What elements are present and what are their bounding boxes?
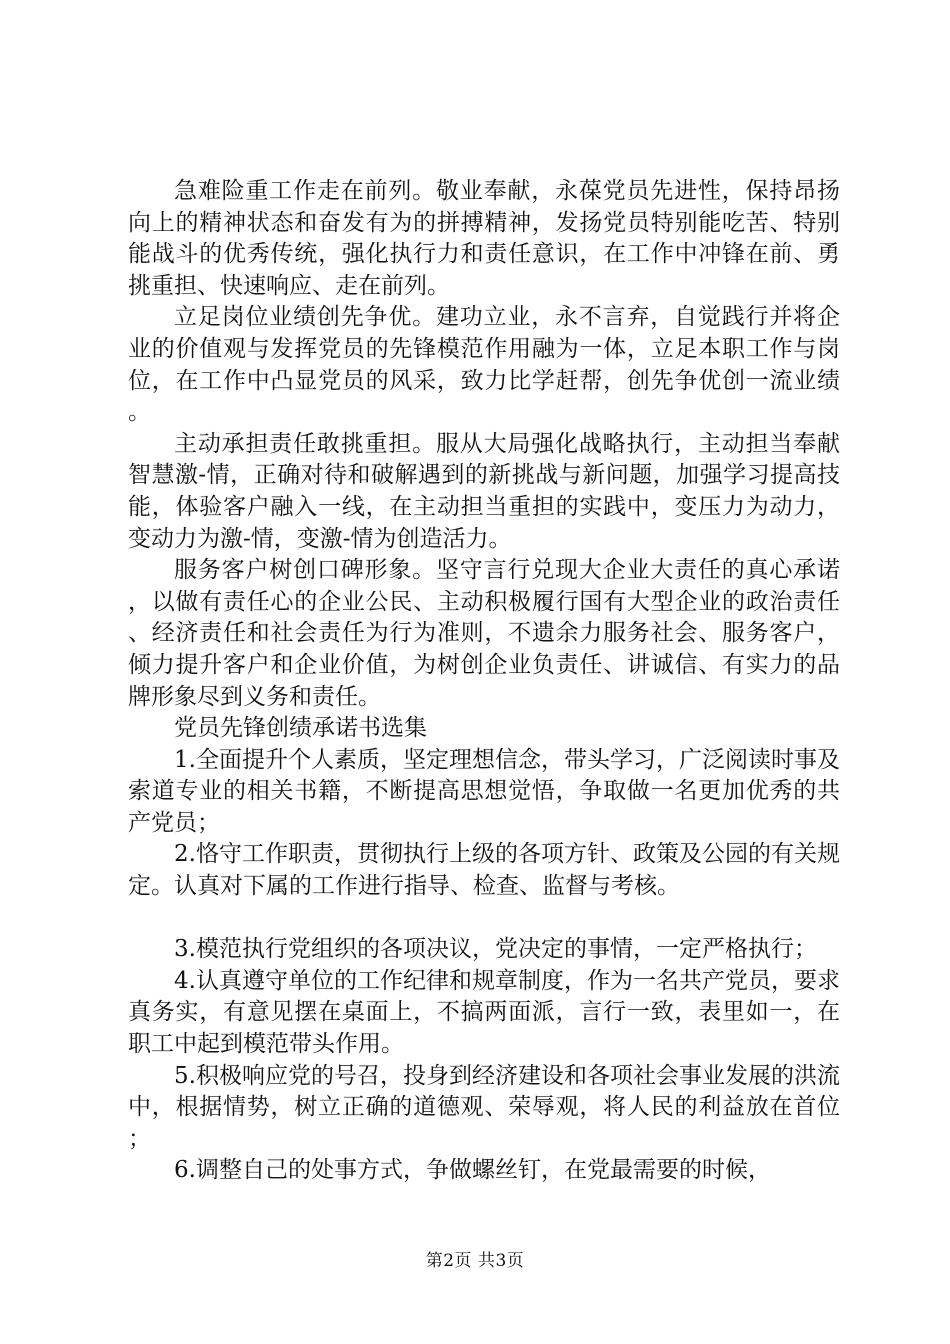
list-item-6: 6.调整自己的处事方式，争做螺丝钉，在党最需要的时候，: [174, 1157, 771, 1184]
paragraph-3: 主动承担责任敢挑重担。服从大局强化战略执行，主动担当奉献智慧激-情，正确对待和破解遇到的新挑战与新问题，加强学习提高技能，体验客户融入一线，在主动担当重担的实践中，变压力为动力，变动力为激-情，变激-情为创造活力。: [128, 430, 840, 552]
document-body: [128, 176, 840, 1187]
list-item-4: 4.认真遵守单位的工作纪律和规章制度，作为一名共产党员，要求真务实，有意见摆在桌面上，不搞两面派，言行一致，表里如一，在职工中起到模范带头作用。: [128, 967, 840, 1058]
paragraph-1: 急难险重工作走在前列。敬业奉献，永葆党员先进性，保持昂扬向上的精神状态和奋发有为的拼搏精神，发扬党员特别能吃苦、特别能战斗的优秀传统，强化执行力和责任意识，在工作中冲锋在前、勇挑重担、快速响应、走在前列。: [128, 178, 840, 299]
list-item-1: 1.全面提升个人素质，坚定理想信念，带头学习，广泛阅读时事及索道专业的相关书籍，不断提高思想觉悟，争取做一名更加优秀的共产党员；: [128, 746, 840, 836]
blank-line: [128, 903, 840, 935]
list-item-5: 5.积极响应党的号召，投身到经济建设和各项社会事业发展的洪流中，根据情势，树立正确的道德观、荣辱观，将人民的利益放在首位；: [128, 1062, 840, 1152]
paragraph-4: 服务客户树创口碑形象。坚守言行兑现大企业大责任的真心承诺，以做有责任心的企业公民、主动积极履行国有大型企业的政治责任、经济责任和社会责任为行为准则，不遗余力服务社会、服务客户，倾力提升客户和企业价值，为树创企业负责任、讲诚信、有实力的品牌形象尽到义务和责任。: [128, 557, 840, 710]
list-item-2: 2.恪守工作职责，贯彻执行上级的各项方针、政策及公园的有关规定。认真对下属的工作进行指导、检查、监督与考核。: [128, 841, 840, 900]
paragraph-2: 立足岗位业绩创先争优。建功立业，永不言弃，自觉践行并将企业的价值观与发挥党员的先锋模范作用融为一体，立足本职工作与岗位，在工作中凸显党员的风采，致力比学赶帮，创先争优创一流业绩。: [128, 304, 840, 426]
page-number-footer: 第2页 共3页: [425, 1251, 525, 1271]
section-heading: 党员先锋创绩承诺书选集: [174, 715, 427, 742]
list-item-3: 3.模范执行党组织的各项决议，党决定的事情，一定严格执行；: [174, 936, 817, 963]
